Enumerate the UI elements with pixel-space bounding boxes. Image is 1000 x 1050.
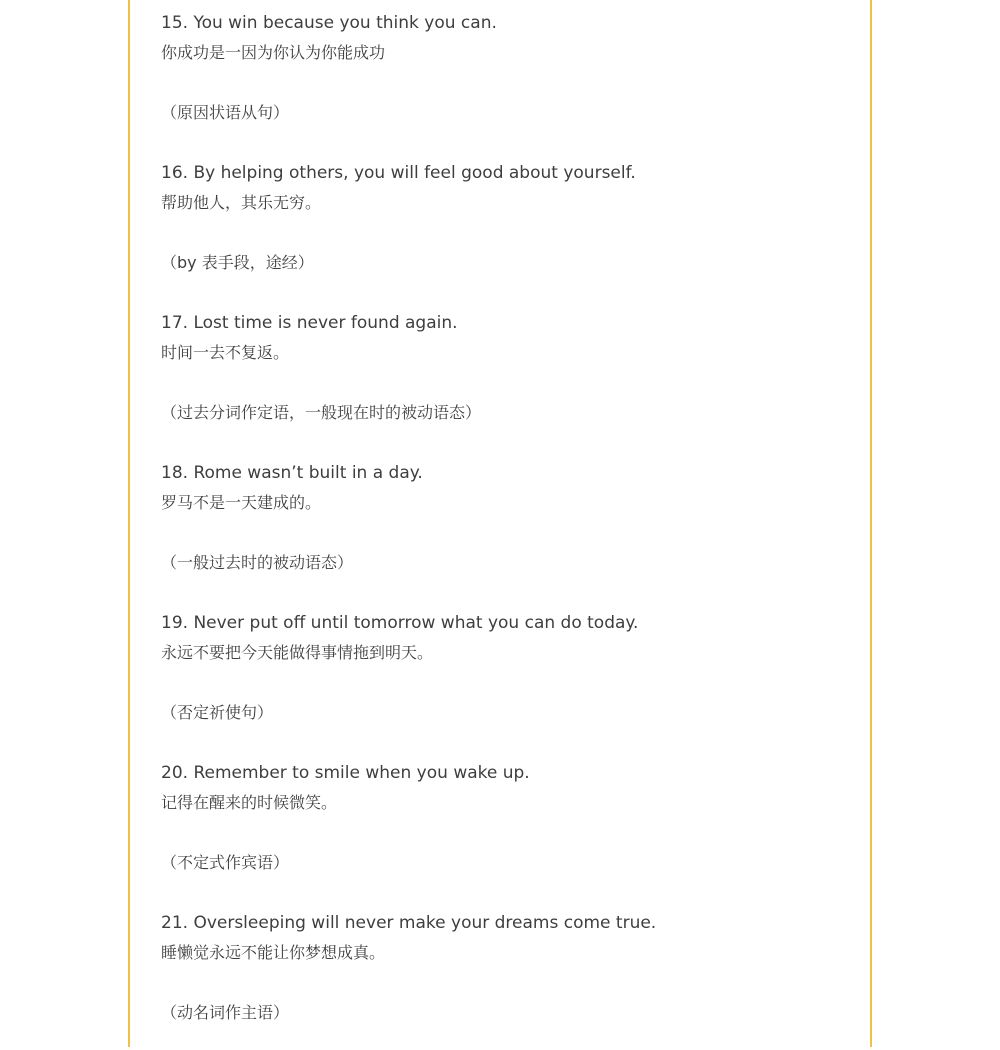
- chinese-translation: 帮助他人，其乐无穷。: [161, 193, 322, 212]
- grammar-note: （否定祈使句）: [161, 703, 274, 722]
- chinese-translation: 时间一去不复返。: [161, 343, 290, 362]
- sentence-entry: [161, 150, 851, 300]
- english-sentence: 15. You win because you think you can.: [161, 13, 497, 33]
- grammar-note: （不定式作宾语）: [161, 853, 290, 872]
- english-sentence: 16. By helping others, you will feel good about yourself.: [161, 163, 636, 183]
- chinese-translation: 罗马不是一天建成的。: [161, 493, 322, 512]
- grammar-note: （原因状语从句）: [161, 103, 290, 122]
- grammar-note: （过去分词作定语，一般现在时的被动语态）: [161, 403, 482, 422]
- grammar-note: （动名词作主语）: [161, 1003, 290, 1022]
- sentence-entry: [161, 300, 851, 450]
- grammar-note: （一般过去时的被动语态）: [161, 553, 354, 572]
- english-sentence: 20. Remember to smile when you wake up.: [161, 763, 530, 783]
- sentence-entry: [161, 0, 851, 150]
- english-sentence: 19. Never put off until tomorrow what you can do today.: [161, 613, 639, 633]
- english-sentence: 17. Lost time is never found again.: [161, 313, 458, 333]
- article-content: [161, 0, 851, 1050]
- grammar-note: （by 表手段，途经）: [161, 253, 314, 272]
- sentence-entry: [161, 750, 851, 900]
- chinese-translation: 永远不要把今天能做得事情拖到明天。: [161, 643, 434, 662]
- english-sentence: 18. Rome wasn’t built in a day.: [161, 463, 423, 483]
- chinese-translation: 睡懒觉永远不能让你梦想成真。: [161, 943, 386, 962]
- sentence-entry: [161, 600, 851, 750]
- sentence-entry: [161, 450, 851, 600]
- sentence-entry: [161, 900, 851, 1050]
- chinese-translation: 你成功是一因为你认为你能成功: [161, 43, 386, 62]
- english-sentence: 21. Oversleeping will never make your dreams come true.: [161, 913, 657, 933]
- chinese-translation: 记得在醒来的时候微笑。: [161, 793, 338, 812]
